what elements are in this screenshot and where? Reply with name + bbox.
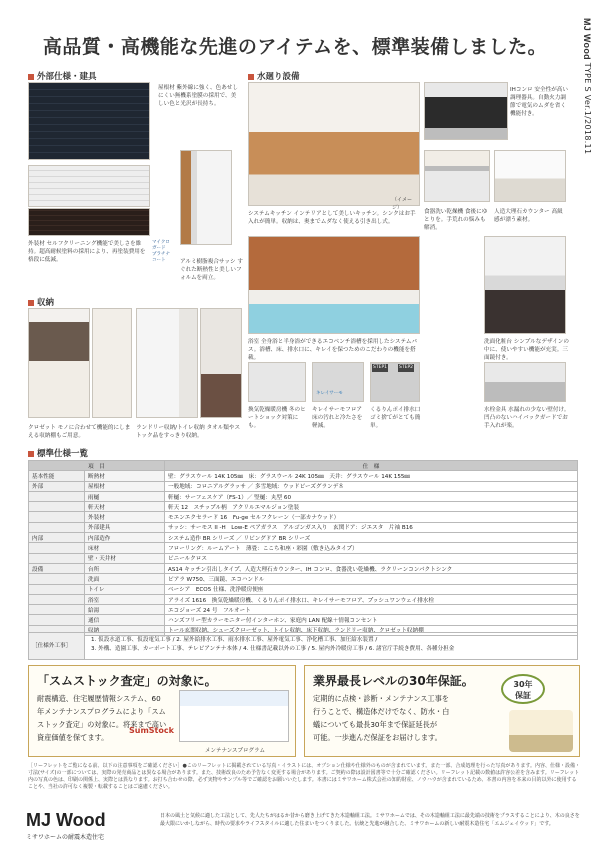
dryer-caption: 換気乾燥暖房機 冬のヒートショック対策にも。 <box>248 407 306 429</box>
spec-category <box>29 574 85 584</box>
spec-item: 外部建具 <box>85 522 165 532</box>
spec-item: 屋根材 <box>85 481 165 491</box>
spec-value: システム造作 BR シリーズ ／ リビングドア BR シリーズ <box>165 533 578 543</box>
spec-item: 床材 <box>85 543 165 553</box>
kitchen-caption: システムキッチン インテリアとして美しいキッチン。シンクはお手入れが簡単。収納は、奥までムダなく使える引き出し式。 <box>248 211 416 225</box>
spec-category: 内部 <box>29 533 85 543</box>
warranty-box <box>304 665 580 757</box>
spec-category <box>29 553 85 563</box>
section-water: 水廻り設備 <box>248 70 300 82</box>
spec-item: 台所 <box>85 563 165 573</box>
roof-caption: 屋根材 紫外線に強く、色あせしにくい無機系塗膜の採用で、美しい色と光沢が長持ち。 <box>158 85 238 107</box>
table-row <box>29 471 578 481</box>
spec-category <box>29 512 85 522</box>
ih-photo <box>424 82 508 140</box>
spec-value: トール玄関収納、シューズクローゼット、トイレ収納、床下収納、ランドリー収納、クロゼット収納棚 <box>165 625 578 635</box>
spec-value: ハンズフリー型カラーモニター付インターホン、家庭内 LAN 配線＋情報コンセント <box>165 615 578 625</box>
spec-item: 浴室 <box>85 594 165 604</box>
spec-category: 基本性能 <box>29 471 85 481</box>
spec-category <box>29 584 85 594</box>
siding-photo-white <box>28 165 150 207</box>
bath-photo <box>248 236 420 334</box>
options-box <box>28 632 578 660</box>
sumstock-body: 耐震構造、住宅履歴情報システム、60 年メンテナンスプログラムにより「スム ストック査定」の対象に。将来まで高い 資産価値を保てます。 <box>37 694 167 742</box>
floor-caption: キレイサーモフロア 床の汚れと冷たさを軽減。 <box>312 407 363 429</box>
thermo-label: キレイサーモ <box>316 391 343 396</box>
warranty-badge: 30年 保証 <box>501 674 545 704</box>
table-row <box>29 491 578 501</box>
table-row <box>29 533 578 543</box>
spec-category <box>29 522 85 532</box>
section-spec: 標準仕様一覧 <box>28 447 88 459</box>
siding-photo-dark <box>28 208 150 236</box>
table-row <box>29 553 578 563</box>
bath-caption: 浴室 全身浴と半身浴ができるエコベンチ浴槽を採用したシステムバス。浴槽、床、排水口に、キレイを保つためのこだわりの機能を搭載。 <box>248 339 418 361</box>
spec-value: サッシ：サーモス II -H Low-E ペアガラス アルゴンガス入り 玄関ドア：ジエスタ 片袖 B16 <box>165 522 578 532</box>
spec-category: 設備 <box>29 563 85 573</box>
spec-value: ビニールクロス <box>165 553 578 563</box>
table-row <box>29 584 578 594</box>
drain-caption: くるりんポイ排水口 ゴミ捨てがとても簡単。 <box>370 407 421 429</box>
spec-category <box>29 594 85 604</box>
vanity-caption: 洗面化粧台 シンプルなデザインの中に、使いやすい機能が充実。三面鏡付き。 <box>484 339 569 361</box>
table-row <box>29 605 578 615</box>
section-exterior: 外部仕様・建具 <box>28 70 97 82</box>
counter-caption: 人造大理石カウンター 高級感が漂う素材。 <box>494 209 563 223</box>
spec-value: ピアラ W750、三面鏡、エコハンドル <box>165 574 578 584</box>
warranty-body: 定期的に点検・診断・メンテナンス工事を 行うことで、構造体だけでなく、防水・白 蟻についても最長30年まで保証延長が 可能。一歩進んだ保証をお届けします。 <box>313 694 450 742</box>
spec-value: フローリング：ルームアート 薄畳：ここち和座・彩園（敷き込みタイプ） <box>165 543 578 553</box>
spec-item: 収納 <box>85 625 165 635</box>
spec-item: 給湯 <box>85 605 165 615</box>
sash-caption: アルミ樹脂複合サッシ すぐれた断熱性と美しいフォルムを両立。 <box>180 259 243 281</box>
sumstock-box <box>28 665 296 757</box>
table-row <box>29 512 578 522</box>
spec-category <box>29 502 85 512</box>
closet-photo <box>28 308 90 418</box>
vanity-photo <box>484 236 566 334</box>
spec-value: 軒樋：サーフェスケア（FS-1）／ 竪樋：丸型 60 <box>165 491 578 501</box>
brand-logo <box>26 810 106 841</box>
step1-label: STEP1 <box>373 365 388 370</box>
page-headline: 高品質・高機能な先進のアイテムを、標準装備しました。 <box>42 36 548 58</box>
logo-name: MJ Wood <box>26 810 106 830</box>
spec-item: 壁・天井材 <box>85 553 165 563</box>
dishwasher-caption: 食器洗い乾燥機 食後にゆとりを。手荒れの悩みも解消。 <box>424 209 488 231</box>
roof-photo <box>28 82 150 160</box>
table-row <box>29 522 578 532</box>
dishwasher-photo <box>424 150 490 202</box>
sumstock-logo: SumStock <box>129 726 174 735</box>
spec-value: ベーシア ECO5 仕様、洗浄暖房便座 <box>165 584 578 594</box>
maintenance-program-image <box>179 690 289 742</box>
spec-item: 洗面 <box>85 574 165 584</box>
options-label: ［仕様外工事］ <box>29 633 85 659</box>
spec-value: モエンエクセラード 16 Fu-ge セルフクレーン（一部カナウッド） <box>165 512 578 522</box>
bullet-square-icon <box>28 74 34 80</box>
spec-value: 軒天 12 スチップル柄 アクリルエマルジョン塗装 <box>165 502 578 512</box>
side-label: MJ Wood TYPE S Ver.1/2018.11 <box>582 18 592 155</box>
spec-value: 壁：グラスウール 14K 105㎜ 床：グラスウール 24K 105㎜ 天井：グラスウール 14K 155㎜ <box>165 471 578 481</box>
spec-value: アライズ 1616 換気乾燥暖房機、くるりんポイ排水口、キレイサーモフロア、プッシュワンウェイ排水栓 <box>165 594 578 604</box>
ih-caption: IHコンロ 安全性が高い調理器具。自動火力調節で電気のムダを省く機能付き。 <box>510 87 568 117</box>
spec-category <box>29 605 85 615</box>
table-row <box>29 574 578 584</box>
bottom-text: 日本の風土と気候に適した工法として、先人たちがはるか昔から磨き上げてきた木造軸組工法。ミサワホームでは、その木造軸組工法に最先端の技術をプラスすることにより、木の良さを最大限にいかしながら、時代の要求やライフスタイルに適した住まいをつくりました。伝統と先進が融合した、ミサワホームの新しい耐震木造住宅「エムジェイウッド」です。 <box>160 813 580 827</box>
spec-value: 一般地域：コロニアルグラッサ ／ 多雪地域：ウッドビーズグランデ８ <box>165 481 578 491</box>
table-row <box>29 563 578 573</box>
spec-item: 内部造作 <box>85 533 165 543</box>
program-caption: メンテナンスプログラム <box>205 748 266 754</box>
spec-item: トイレ <box>85 584 165 594</box>
sumstock-title: 「スムストック査定」の対象に。 <box>37 674 217 688</box>
siding-caption: 外装材 セルフクリーニング機能で美しさを維持。超高耐候塗料の採用により、再塗装費用を格段に低減。 <box>28 241 146 263</box>
spec-item: 通信 <box>85 615 165 625</box>
counter-photo <box>494 150 566 202</box>
faucet-photo <box>484 362 566 402</box>
laundry-storage-photo <box>136 308 198 418</box>
closet-caption: クロゼット モノに合わせて機能的にしまえる収納棚もご用意。 <box>28 425 131 439</box>
spec-header-item: 項 目 <box>29 461 165 471</box>
spec-item: 軒天材 <box>85 502 165 512</box>
spec-item: 外装材 <box>85 512 165 522</box>
logo-sub: ミサワホームの耐震木造住宅 <box>26 834 105 841</box>
spec-category: 外部 <box>29 481 85 491</box>
kitchen-photo <box>248 82 420 206</box>
warranty-title: 業界最長レベルの30年保証。 <box>313 674 474 688</box>
spec-category <box>29 491 85 501</box>
dryer-photo <box>248 362 306 402</box>
table-row <box>29 543 578 553</box>
options-text: 1. 仮設水道工事、仮設電気工事 / 2. 屋外給排水工事、雨水排水工事、屋外電気工事、浄化槽工事、加圧給水装置 / 3. 外構、造園工事、カーポート工事、テレビアンテナ本体 / 4. 仕様書記載以外の工事 / 5. 屋内外冷暖房工事 / 6. 諸官庁手続き費用、各種分担金 <box>91 637 455 652</box>
footnote: ［リーフレットをご覧になる前、以下の注意事項をご確認ください］●このリーフレットに掲載されている写真・イラストには、オプション仕様や仕様外のものが含まれています。また一部、合成処理を行った写真があります。内容、仕様・設備・寸法(サイズ)の一部については、実際の発売商品とは異なる場合があります。また、技術改良のため予告なく変更する場合があります。ご契約の際は設計図書等で十分ご確認ください。リーフレット記載の数値は許容公差を含みます。リーフレット内の写真の色は、印刷の関係上、実際とは異なります。お打ち合わせの際、必ず実物やサンプル等でご確認をお願いいたします。本書にはミサワホーム株式会社の知的財産、ノウハウが含まれているため、本書の内容を本来の目的以外に使用することや、当社の許可なく複製・転載することはご遠慮ください。 <box>28 763 580 790</box>
spec-item: 雨樋 <box>85 491 165 501</box>
sash-photo <box>180 150 232 245</box>
table-row <box>29 481 578 491</box>
toilet-storage-photo <box>200 308 242 418</box>
spec-category <box>29 615 85 625</box>
laundry-caption: ランドリー収納/トイレ収納 タオル類やストック品をすっきり収納。 <box>136 425 241 439</box>
closet-shelf-photo <box>92 308 132 418</box>
spec-value: エコジョーズ 24 号 フルオート <box>165 605 578 615</box>
spec-header-spec: 仕 様 <box>165 461 578 471</box>
spec-category <box>29 543 85 553</box>
family-illustration <box>509 710 573 752</box>
image-note: （イメージ） <box>392 197 412 211</box>
bullet-square-icon <box>248 74 254 80</box>
table-row <box>29 615 578 625</box>
bullet-square-icon <box>28 451 34 457</box>
spec-item: 断熱材 <box>85 471 165 481</box>
faucet-caption: 水栓金具 水漏れの少ない壁付け。凹凸のないハイバックガードでお手入れが楽。 <box>484 407 570 429</box>
spec-table <box>28 460 578 636</box>
bullet-square-icon <box>28 300 34 306</box>
table-row <box>29 594 578 604</box>
table-row <box>29 502 578 512</box>
spec-value: AS14 キッチン引出しタイプ、人造大理石カウンター、IH コンロ、食器洗い乾燥機、ラクリーンコンパクトシンク <box>165 563 578 573</box>
step2-label: STEP2 <box>399 365 414 370</box>
badge-labels: マイクロガード プラチナコート <box>152 240 170 263</box>
section-storage: 収納 <box>28 296 54 308</box>
